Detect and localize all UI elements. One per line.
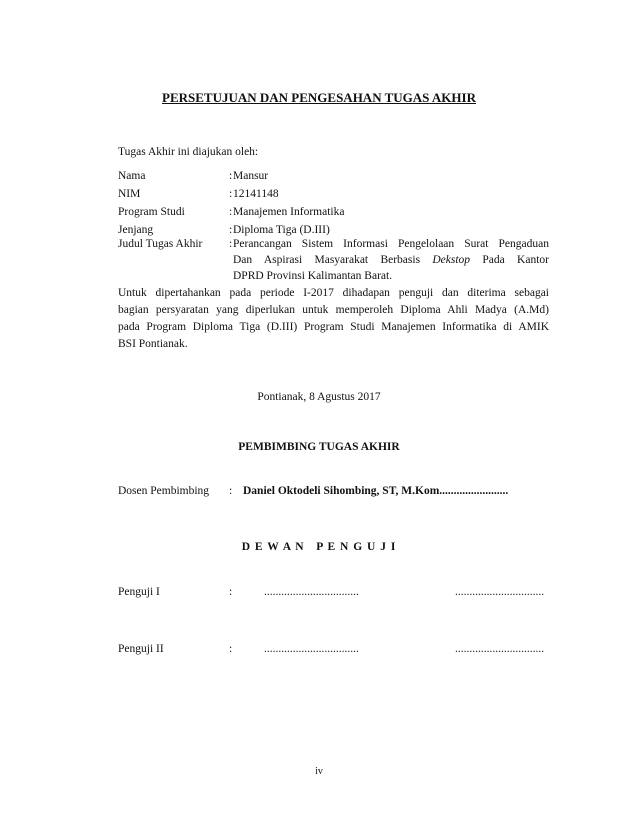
pembimbing-heading: PEMBIMBING TUGAS AKHIR [238,441,400,453]
nama-colon: : [229,170,233,182]
judul-line-1: Perancangan Sistem Informasi Pengelolaan Surat Pengaduan [233,238,549,250]
judul-line-2-post: Pada Kantor [470,254,549,266]
dosen-dots: ........................ [439,485,509,497]
dosen-name: Daniel Oktodeli Sihombing, ST, M.Kom [243,485,440,497]
dewan-heading: D E W A N P E N G U J I [241,541,397,553]
paragraph-line-3: pada Program Diploma Tiga (D.III) Program Studi Manajemen Informatika di AMIK [118,321,549,333]
page-number: iv [315,766,323,777]
dosen-name-line [243,485,508,497]
prodi-label: Program Studi [118,206,185,218]
jenjang-value: Diploma Tiga (D.III) [233,224,330,236]
judul-label: Judul Tugas Akhir [118,238,203,250]
paragraph-line-2: bagian persyaratan yang diperlukan untuk memperoleh Diploma Ahli Madya (A.Md) [118,304,549,316]
judul-colon: : [229,238,233,250]
nim-value: 12141148 [233,188,279,200]
penguji2-colon: : [229,643,233,655]
jenjang-colon: : [229,224,233,236]
dosen-label: Dosen Pembimbing [118,485,210,497]
paragraph-line-1: Untuk dipertahankan pada periode I-2017 dihadapan penguji dan diterima sebagai [118,287,549,299]
penguji1-sign-dots: ............................... [455,586,545,598]
intro-text: Tugas Akhir ini diajukan oleh: [118,146,259,158]
dosen-colon: : [229,485,233,497]
penguji1-label: Penguji I [118,586,160,598]
page-title: PERSETUJUAN DAN PENGESAHAN TUGAS AKHIR [162,90,476,105]
jenjang-label: Jenjang [118,224,154,236]
nama-label: Nama [118,170,146,182]
penguji1-colon: : [229,586,233,598]
penguji2-name-dots: ................................. [264,643,359,655]
judul-line-2-pre: Dan Aspirasi Masyarakat Berbasis [233,254,433,266]
nim-colon: : [229,188,233,200]
nama-value: Mansur [233,170,269,182]
penguji2-sign-dots: ............................... [455,643,545,655]
nim-label: NIM [118,188,141,200]
place-date: Pontianak, 8 Agustus 2017 [257,391,381,403]
paragraph-line-4: BSI Pontianak. [118,338,188,350]
penguji1-name-dots: ................................. [264,586,359,598]
prodi-colon: : [229,206,233,218]
prodi-value: Manajemen Informatika [233,206,345,218]
judul-line-3: DPRD Provinsi Kalimantan Barat. [233,270,393,282]
judul-line-2 [233,254,549,266]
penguji2-label: Penguji II [118,643,164,655]
judul-italic-word: Dekstop [432,254,471,266]
